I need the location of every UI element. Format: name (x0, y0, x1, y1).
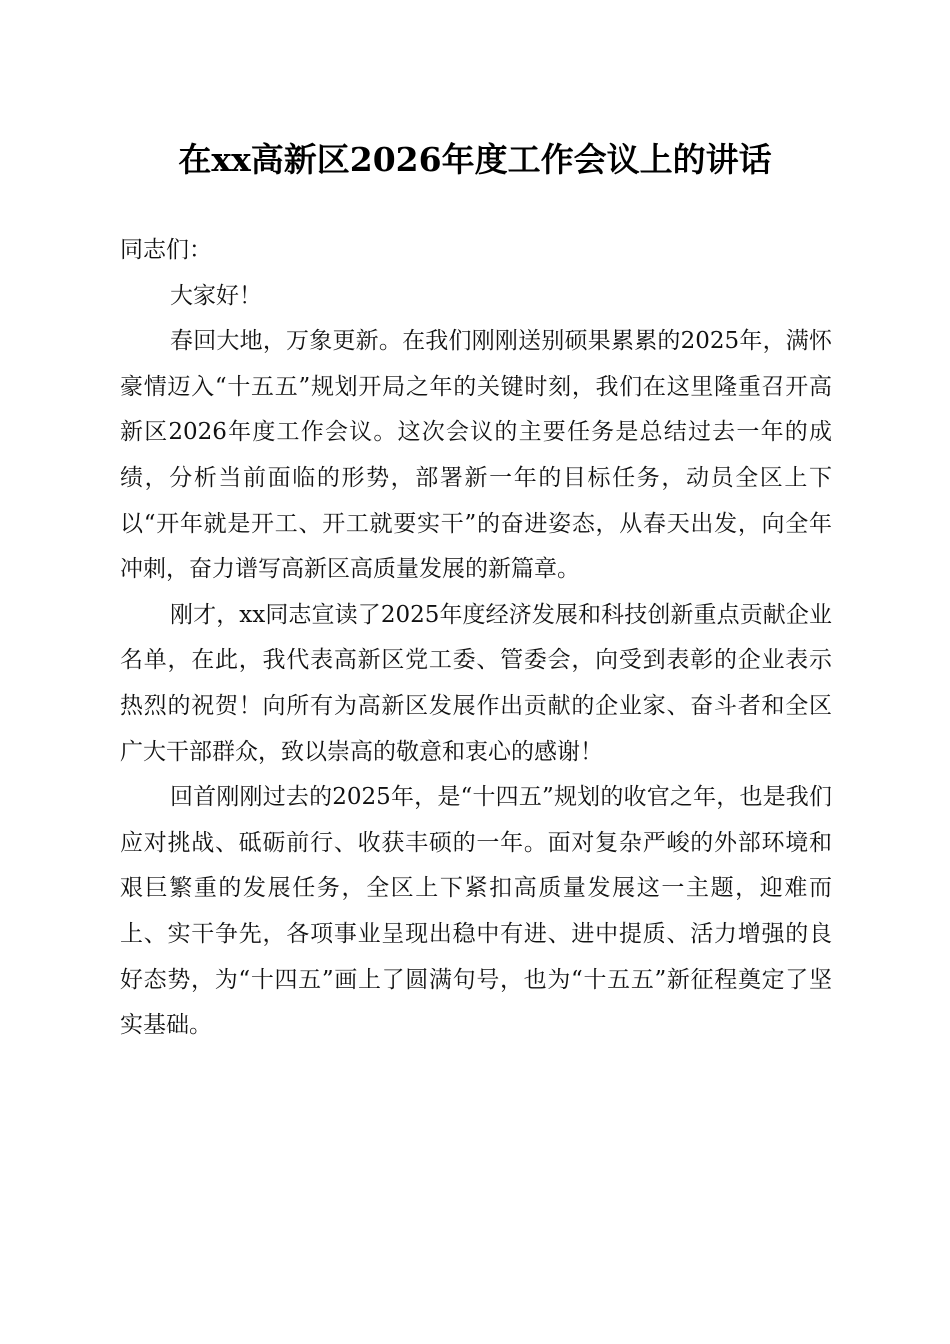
paragraph-commendation: 刚才，xx同志宣读了2025年度经济发展和科技创新重点贡献企业名单，在此，我代表高新区党工委、管委会，向受到表彰的企业表示热烈的祝贺！向所有为高新区发展作出贡献的企业家、奋斗者和全区广大干部群众，致以崇高的敬意和衷心的感谢！ (120, 601, 832, 765)
paragraph-review: 回首刚刚过去的2025年，是“十四五”规划的收官之年，也是我们应对挑战、砥砺前行、收获丰硕的一年。面对复杂严峻的外部环境和艰巨繁重的发展任务，全区上下紧扣高质量发展这一主题，迎难而上、实干争先，各项事业呈现出稳中有进、进中提质、活力增强的良好态势，为“十四五”画上了圆满句号，也为“十五五”新征程奠定了坚实基础。 (120, 784, 832, 1039)
page-title: 在xx高新区2026年度工作会议上的讲话 (178, 140, 772, 179)
paragraph-greeting: 大家好！ (170, 282, 262, 309)
paragraph-opening: 春回大地，万象更新。在我们刚刚送别硕果累累的2025年，满怀豪情迈入“十五五”规划开局之年的关键时刻，我们在这里隆重召开高新区2026年度工作会议。这次会议的主要任务是总结过去一年的成绩，分析当前面临的形势，部署新一年的目标任务，动员全区上下以“开年就是开工、开工就要实干”的奋进姿态，从春天出发，向全年冲刺，奋力谱写高新区高质量发展的新篇章。 (120, 328, 832, 583)
document-body (120, 228, 832, 1049)
salutation: 同志们： (120, 237, 212, 263)
